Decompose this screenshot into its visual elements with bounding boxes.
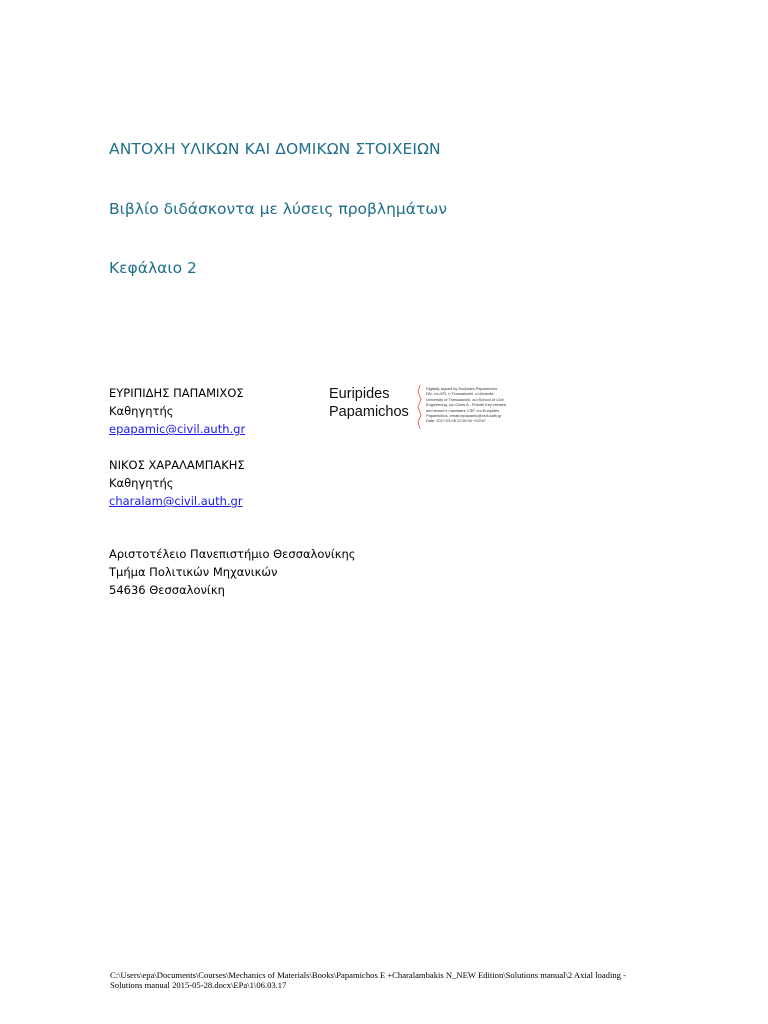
footer-line: Solutions manual 2015-05-28.docx\EPa\1\06.03.17	[110, 980, 287, 990]
university-name: Αριστοτέλειο Πανεπιστήμιο Θεσσαλονίκης	[109, 547, 356, 561]
document-subtitle: Βιβλίο διδάσκοντα με λύσεις προβλημάτων	[109, 200, 447, 218]
signature-mark-icon	[417, 385, 423, 429]
author-name: ΕΥΡΙΠΙΔΗΣ ΠΑΠΑΜΙΧΟΣ	[109, 386, 244, 400]
department-name: Τμήμα Πολιτικών Μηχανικών	[109, 565, 278, 579]
signature-detail-line: University of Thessaloniki, ou=School of Civil	[426, 396, 504, 402]
signature-detail-line: Engineering, ou=Class A - Private Key created	[426, 402, 506, 408]
signature-detail-line: Papamichos, email=epapamic@civil.auth.gr	[426, 413, 502, 419]
signature-last-name: Papamichos	[329, 404, 409, 420]
document-title: ΑΝΤΟΧΗ ΥΛΙΚΩΝ ΚΑΙ ΔΟΜΙΚΩΝ ΣΤΟΙΧΕΙΩΝ	[109, 140, 441, 158]
signature-first-name: Euripides	[329, 386, 390, 402]
author-block-papamichos	[109, 384, 245, 438]
author-name: ΝΙΚΟΣ ΧΑΡΑΛΑΜΠΑΚΗΣ	[109, 458, 245, 472]
signature-detail-line: Date: 2017.03.06 12:55:00 +02'00'	[426, 418, 486, 424]
signature-detail-line: Digitally signed by Euripides Papamichos	[426, 386, 498, 391]
file-path-footer	[110, 970, 670, 990]
author-block-charalambakis	[109, 456, 245, 510]
institution-address	[109, 545, 356, 599]
signature-name	[329, 385, 409, 421]
footer-line: C:\Users\epa\Documents\Courses\Mechanics of Materials\Books\Papamichos E +Charalambakis N_NEW Edition\Solutions manual\2 Axial loading -	[110, 970, 626, 980]
signature-details	[426, 386, 536, 424]
chapter-heading: Κεφάλαιο 2	[109, 259, 197, 277]
postal-address: 54636 Θεσσαλονίκη	[109, 583, 225, 597]
signature-detail-line: DN: cn=GR, l=Thessaloniki, o=Aristotle	[426, 391, 494, 397]
author-email-link[interactable]: epapamic@civil.auth.gr	[109, 422, 246, 436]
signature-detail-line: and stored in hardware CSP, cn=Euripides	[426, 407, 500, 413]
digital-signature	[329, 385, 529, 430]
author-role: Καθηγητής	[109, 404, 174, 418]
author-email-link[interactable]: charalam@civil.auth.gr	[109, 494, 243, 508]
author-role: Καθηγητής	[109, 476, 174, 490]
